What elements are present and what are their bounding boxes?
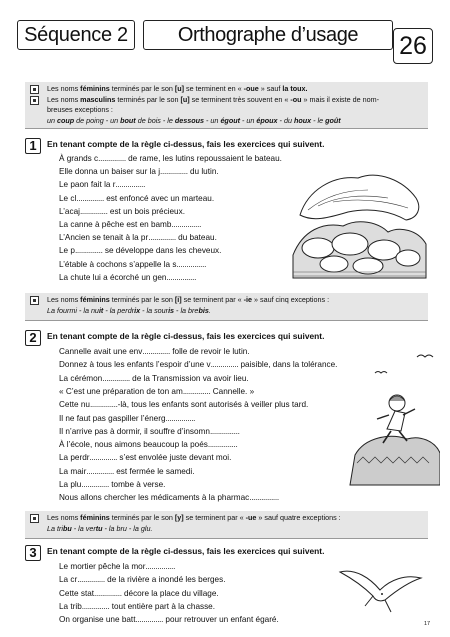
exercise-sentence: [59, 589, 219, 598]
sentence-text: La plu: [59, 480, 82, 489]
fill-in-blank[interactable]: ..............: [98, 154, 126, 163]
sentence-text: pour retrouver un enfant égaré.: [163, 615, 279, 625]
sentence-text: La canne à pêche est en bamb: [59, 220, 172, 229]
sentence-text: Il ne faut pas gaspiller l’énerg: [59, 413, 166, 423]
sentence-text: .: [237, 426, 240, 436]
child-running-illustration: [345, 345, 440, 495]
sentence-text: tombe à verse.: [108, 480, 166, 489]
fill-in-blank[interactable]: ..............: [210, 360, 239, 370]
sentence-text: .: [143, 180, 146, 190]
sentence-text: « C’est une préparation de ton am: [59, 386, 183, 396]
sentence-text: Nous allons chercher les médicaments à la pharmac: [59, 493, 250, 503]
checkbox-icon: [30, 85, 39, 94]
exercise-3-sentences: [59, 562, 339, 632]
exercise-sentence: [59, 207, 185, 216]
rule-box-1: [25, 82, 428, 129]
sentence-text: Cette nu: [59, 400, 90, 410]
sentence-text: .: [193, 413, 196, 423]
sentence-text: On organise une batt: [59, 615, 136, 625]
exercise-sentence: [59, 427, 240, 436]
lesson-number: 26: [393, 28, 433, 64]
exercise-2-sentences: [59, 347, 389, 507]
fill-in-blank[interactable]: ..............: [135, 615, 164, 625]
sentence-text: du lutin.: [187, 167, 219, 177]
fill-in-blank[interactable]: ..............: [166, 272, 195, 282]
sentence-text: La trib: [59, 601, 82, 611]
fill-in-blank[interactable]: ..............: [145, 562, 174, 571]
sentence-text: .: [199, 220, 202, 229]
fill-in-blank[interactable]: ..............: [89, 400, 118, 410]
sentence-text: La perdr: [59, 453, 90, 463]
exercise-sentence: [59, 480, 165, 489]
sentence-text: La cr: [59, 575, 78, 585]
sentence-text: Le cl: [59, 193, 77, 203]
sentence-text: La mair: [59, 466, 87, 476]
sentence-text: est un bois précieux.: [107, 206, 185, 216]
fill-in-blank[interactable]: ..............: [94, 588, 122, 598]
rule-1-line-3: breuses exceptions :: [47, 105, 113, 114]
sentence-text: Elle donna un baiser sur la j: [59, 167, 161, 177]
sentence-text: Cette stat: [59, 588, 95, 598]
exercise-sentence: [59, 414, 195, 423]
rocky-coast-illustration: [288, 160, 430, 282]
sentence-text: de la Transmission va avoir lieu.: [129, 373, 249, 383]
sentence-text: de la rivière a inondé les berges.: [104, 575, 226, 585]
sentence-text: .: [173, 562, 176, 571]
sentence-text: se développe dans les cheveux.: [102, 246, 222, 256]
fill-in-blank[interactable]: ..............: [160, 167, 188, 177]
exercise-sentence: [59, 273, 196, 282]
fill-in-blank[interactable]: ..............: [74, 246, 103, 256]
fill-in-blank[interactable]: ..............: [176, 259, 205, 269]
sentence-text: À l’école, nous aimons beaucoup la poés: [59, 440, 208, 450]
sentence-text: paisible, dans la tolérance.: [238, 360, 338, 370]
exercise-sentence: [59, 194, 214, 203]
fill-in-blank[interactable]: ..............: [207, 440, 236, 450]
rule-2-examples: La fourmi - la nuit - la perdrix - la souris - la brebis.: [47, 305, 211, 315]
exercise-1-sentences: [59, 154, 289, 289]
sentence-text: Le paon fait la r: [59, 180, 116, 190]
exercise-number: 3: [25, 545, 41, 561]
fill-in-blank[interactable]: ..............: [77, 575, 105, 585]
page-number: 17: [424, 621, 431, 627]
fill-in-blank[interactable]: ..............: [182, 386, 211, 396]
sentence-text: -là, tous les enfants sont autorisés à veiller plus tard.: [117, 400, 309, 410]
rule-3-line-1: Les noms féminins terminés par le son [y] se terminent par « -ue » sauf quatre exceptions :: [47, 513, 422, 524]
exercise-instruction: En tenant compte de la règle ci-dessus, fais les exercices qui suivent.: [47, 331, 325, 341]
exercise-sentence: [59, 493, 279, 502]
exercise-sentence: [59, 180, 145, 189]
fill-in-blank[interactable]: ..............: [115, 180, 144, 190]
exercise-number: 2: [25, 330, 41, 346]
fill-in-blank[interactable]: ..............: [165, 413, 194, 423]
sentence-text: est fermée le samedi.: [113, 466, 195, 476]
exercise-sentence: [59, 260, 206, 269]
checkbox-icon: [30, 296, 39, 305]
sentence-text: Cannelle. »: [210, 386, 255, 396]
exercise-sentence: [59, 575, 225, 584]
rule-3-examples: La tribu - la vertu - la bru - la glu.: [47, 523, 153, 533]
exercise-instruction: En tenant compte de la règle ci-dessus, fais les exercices qui suivent.: [47, 546, 325, 556]
sentence-text: .: [194, 272, 197, 282]
fill-in-blank[interactable]: ..............: [148, 233, 176, 243]
exercise-sentence: [59, 233, 217, 242]
sentence-text: Il n’arrive pas à dormir, il souffre d’insomn: [59, 426, 210, 436]
rule-2-line-1: Les noms féminins terminés par le son [i] se terminent par « -ie » sauf cinq exceptions :: [47, 295, 422, 306]
exercise-sentence: [59, 374, 249, 383]
rule-1-line-1: Les noms féminins terminés par le son [u] se terminent en « -oue » sauf la toux.: [47, 84, 422, 95]
checkbox-icon: [30, 96, 39, 105]
fill-in-blank[interactable]: ..............: [142, 347, 170, 356]
sentence-text: À grands c: [59, 154, 99, 163]
sentence-text: L’étable à cochons s’appelle la s: [59, 259, 177, 269]
exercise-sentence: [59, 347, 250, 356]
sentence-text: L’Ancien se tenait à la pr: [59, 233, 149, 243]
fill-in-blank[interactable]: ..............: [81, 601, 110, 611]
sentence-text: .: [235, 440, 238, 450]
fill-in-blank[interactable]: ..............: [209, 426, 238, 436]
exercise-number: 1: [25, 138, 41, 154]
sentence-text: de rame, les lutins repoussaient le bateau.: [125, 154, 282, 163]
fill-in-blank[interactable]: ..............: [102, 373, 130, 383]
rule-1-examples: un coup de poing - un bout de bois - le dessous - un égout - un époux - du houx - le goût: [47, 115, 341, 125]
rule-box-2: [25, 293, 428, 321]
exercise-sentence: [59, 453, 231, 462]
exercise-sentence: [59, 360, 337, 369]
exercise-sentence: [59, 154, 282, 163]
rule-1-line-2: Les noms masculins terminés par le son [u] se terminent très souvent en « -ou » mais il existe de nom-: [47, 95, 422, 106]
sentence-text: s’est envolée juste devant moi.: [117, 453, 232, 463]
exercise-sentence: [59, 440, 238, 449]
exercise-instruction: En tenant compte de la règle ci-dessus, fais les exercices qui suivent.: [47, 139, 325, 149]
exercise-sentence: [59, 562, 175, 571]
sentence-text: folle de revoir le lutin.: [169, 347, 250, 356]
fill-in-blank[interactable]: ..............: [76, 193, 104, 203]
fill-in-blank[interactable]: ..............: [79, 206, 108, 216]
sentence-text: tout entière part à la chasse.: [109, 601, 216, 611]
fill-in-blank[interactable]: ..............: [171, 220, 200, 229]
fill-in-blank[interactable]: ..............: [249, 493, 277, 503]
sentence-text: Le mortier pêche la mor: [59, 562, 146, 571]
fill-in-blank[interactable]: ..............: [89, 453, 118, 463]
sentence-text: du bateau.: [175, 233, 217, 243]
exercise-sentence: [59, 387, 254, 396]
sentence-text: Le p: [59, 246, 75, 256]
sequence-label: Séquence 2: [17, 20, 135, 50]
exercise-sentence: [59, 615, 279, 624]
exercise-sentence: [59, 467, 195, 476]
fill-in-blank[interactable]: ..............: [86, 466, 114, 476]
exercise-sentence: [59, 602, 215, 611]
seagull-illustration: [335, 560, 425, 620]
sentence-text: .: [276, 493, 280, 503]
exercise-sentence: [59, 167, 219, 176]
rule-box-3: [25, 511, 428, 539]
sentence-text: décore la place du village.: [121, 588, 219, 598]
sentence-text: est enfoncé avec un marteau.: [103, 193, 215, 203]
sentence-text: L’acaj: [59, 206, 80, 216]
exercise-sentence: [59, 246, 221, 255]
checkbox-icon: [30, 514, 39, 523]
sentence-text: La chute lui a écorché un gen: [59, 272, 167, 282]
sentence-text: La cérémon: [59, 373, 103, 383]
page-title: Orthographe d’usage: [143, 20, 393, 50]
fill-in-blank[interactable]: ..............: [81, 480, 109, 489]
exercise-sentence: [59, 400, 308, 409]
exercise-sentence: [59, 220, 201, 229]
sentence-text: .: [204, 259, 207, 269]
sentence-text: Donnez à tous les enfants l’espoir d’une v: [59, 360, 211, 370]
sentence-text: Cannelle avait une env: [59, 347, 143, 356]
